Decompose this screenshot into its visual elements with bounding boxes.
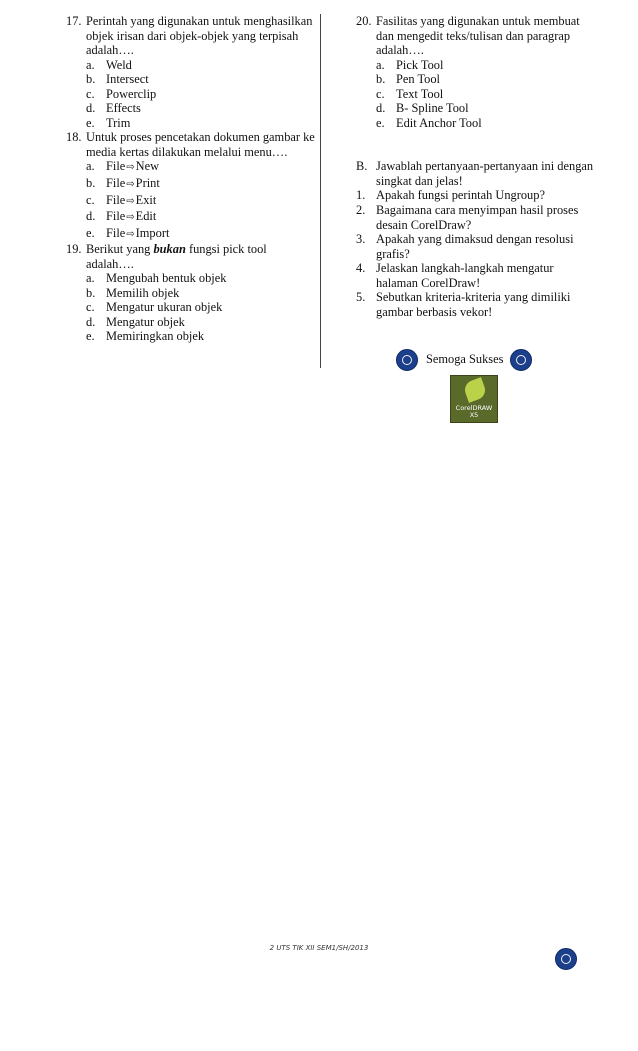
arrow-right-icon: ⇨ (126, 212, 135, 224)
option-letter: a. (86, 159, 95, 174)
leaf-icon (462, 377, 488, 403)
menu-file-label: File (106, 159, 126, 174)
question-number: 18. (66, 130, 82, 145)
essay-question-3 (356, 232, 596, 261)
options-19 (86, 271, 316, 344)
option-letter: c. (86, 300, 95, 315)
column-divider (320, 14, 321, 368)
arrow-right-icon: ⇨ (126, 195, 135, 207)
question-text: Apakah yang dimaksud dengan resolusi grafis? (376, 232, 574, 261)
app-icon-label (453, 405, 495, 419)
option-letter: e. (86, 329, 95, 344)
option-e (86, 226, 316, 243)
option-letter: a. (86, 271, 95, 286)
app-icon-label-name: CorelDRAW (455, 404, 493, 412)
option-letter: b. (86, 285, 96, 300)
option-d (86, 209, 316, 226)
option-letter: e. (376, 115, 385, 130)
question-number: 19. (66, 242, 82, 257)
question-text: Untuk proses pencetakan dokumen gambar ke media kertas dilakukan melalui menu…. (86, 130, 315, 159)
option-letter: e. (86, 115, 95, 130)
option-text: Weld (106, 57, 132, 72)
option-text: Effects (106, 101, 141, 116)
option-text: Powerclip (106, 86, 157, 101)
question-emphasis: bukan (153, 242, 186, 257)
option-text: Print (135, 176, 160, 191)
section-b-heading (356, 159, 596, 188)
option-text: Mengatur objek (106, 314, 185, 329)
option-letter: b. (86, 72, 96, 87)
option-letter: d. (376, 101, 386, 116)
option-text: Memiringkan objek (106, 329, 205, 344)
option-letter: d. (86, 314, 96, 329)
option-b (86, 72, 316, 87)
question-number: 5. (356, 290, 366, 305)
option-c (376, 87, 596, 102)
option-letter: a. (376, 57, 385, 72)
essay-question-5 (356, 290, 596, 319)
essay-question-1 (356, 188, 596, 203)
option-letter: d. (86, 209, 96, 224)
arrow-right-icon: ⇨ (126, 179, 135, 191)
question-text: Fasilitas yang digunakan untuk membuat dan mengedit teks/tulisan dan paragrap adalah…. (376, 14, 580, 58)
option-letter: d. (86, 101, 96, 116)
essay-question-4 (356, 261, 596, 290)
question-text: Jelaskan langkah-langkah mengatur halaman CorelDraw! (376, 261, 554, 290)
option-d (86, 101, 316, 116)
option-letter: e. (86, 225, 95, 240)
closing-text: Semoga Sukses (426, 352, 504, 366)
question-text: Apakah fungsi perintah Ungroup? (376, 188, 545, 203)
option-e (376, 116, 596, 131)
closing-line (396, 348, 536, 372)
option-c (86, 87, 316, 102)
option-e (86, 116, 316, 131)
section-label: B. (356, 159, 368, 174)
option-d (376, 101, 596, 116)
option-text: Edit (135, 209, 157, 224)
club-crest-icon (555, 948, 577, 970)
option-text: Trim (106, 115, 131, 130)
option-letter: b. (86, 176, 96, 191)
option-text: Text Tool (396, 86, 444, 101)
option-a (376, 58, 596, 73)
option-a (86, 271, 316, 286)
question-text-end: fungsi pick tool adalah…. (86, 242, 267, 271)
option-text: New (135, 159, 160, 174)
option-letter: c. (86, 192, 95, 207)
option-a (86, 58, 316, 73)
option-text: B- Spline Tool (396, 101, 469, 116)
options-17 (86, 58, 316, 131)
question-text: Bagaimana cara menyimpan hasil proses desain CorelDraw? (376, 203, 579, 232)
options-20 (376, 58, 596, 131)
question-18 (66, 130, 316, 159)
page-footer: 2 UTS TIK XII SEM1/SH/2013 (269, 944, 369, 952)
question-20 (356, 14, 596, 58)
app-icon-label-version: X5 (469, 411, 479, 419)
question-text: Sebutkan kriteria-kriteria yang dimiliki gambar berbasis vekor! (376, 290, 571, 319)
menu-file-label: File (106, 225, 126, 240)
option-c (86, 193, 316, 210)
question-number: 2. (356, 203, 366, 218)
question-number: 4. (356, 261, 366, 276)
option-letter: c. (86, 86, 95, 101)
menu-file-label: File (106, 192, 126, 207)
arrow-right-icon: ⇨ (126, 162, 135, 174)
arrow-right-icon: ⇨ (126, 228, 135, 240)
option-text: Edit Anchor Tool (396, 115, 482, 130)
option-text: Intersect (106, 72, 149, 87)
section-instruction: Jawablah pertanyaan-pertanyaan ini dengan singkat dan jelas! (376, 159, 594, 188)
option-letter: c. (376, 86, 385, 101)
menu-file-label: File (106, 209, 126, 224)
option-b (86, 176, 316, 193)
option-text: Exit (135, 192, 157, 207)
club-crest-icon (396, 349, 418, 371)
option-text: Import (135, 225, 170, 240)
question-number: 1. (356, 188, 366, 203)
option-a (86, 159, 316, 176)
question-text: Perintah yang digunakan untuk menghasilkan objek irisan dari objek-objek yang terpisah adalah…. (86, 14, 313, 58)
question-number: 20. (356, 14, 372, 28)
club-crest-icon (510, 349, 532, 371)
option-e (86, 329, 316, 344)
question-number: 17. (66, 14, 82, 28)
option-b (376, 72, 596, 87)
spacer (356, 130, 596, 159)
option-text: Mengatur ukuran objek (106, 300, 223, 315)
option-text: Memilih objek (106, 285, 180, 300)
right-column (356, 14, 596, 319)
option-letter: b. (376, 72, 386, 87)
option-d (86, 315, 316, 330)
option-letter: a. (86, 57, 95, 72)
options-18 (86, 159, 316, 242)
question-number: 3. (356, 232, 366, 247)
option-text: Pick Tool (396, 57, 444, 72)
essay-question-2 (356, 203, 596, 232)
option-text: Pen Tool (396, 72, 440, 87)
option-c (86, 300, 316, 315)
menu-file-label: File (106, 176, 126, 191)
left-column (66, 14, 316, 344)
option-text: Mengubah bentuk objek (106, 271, 227, 286)
question-17 (66, 14, 316, 58)
option-b (86, 286, 316, 301)
question-19 (66, 242, 316, 271)
corel-draw-icon (450, 375, 498, 423)
question-text-start: Berikut yang (86, 242, 151, 257)
